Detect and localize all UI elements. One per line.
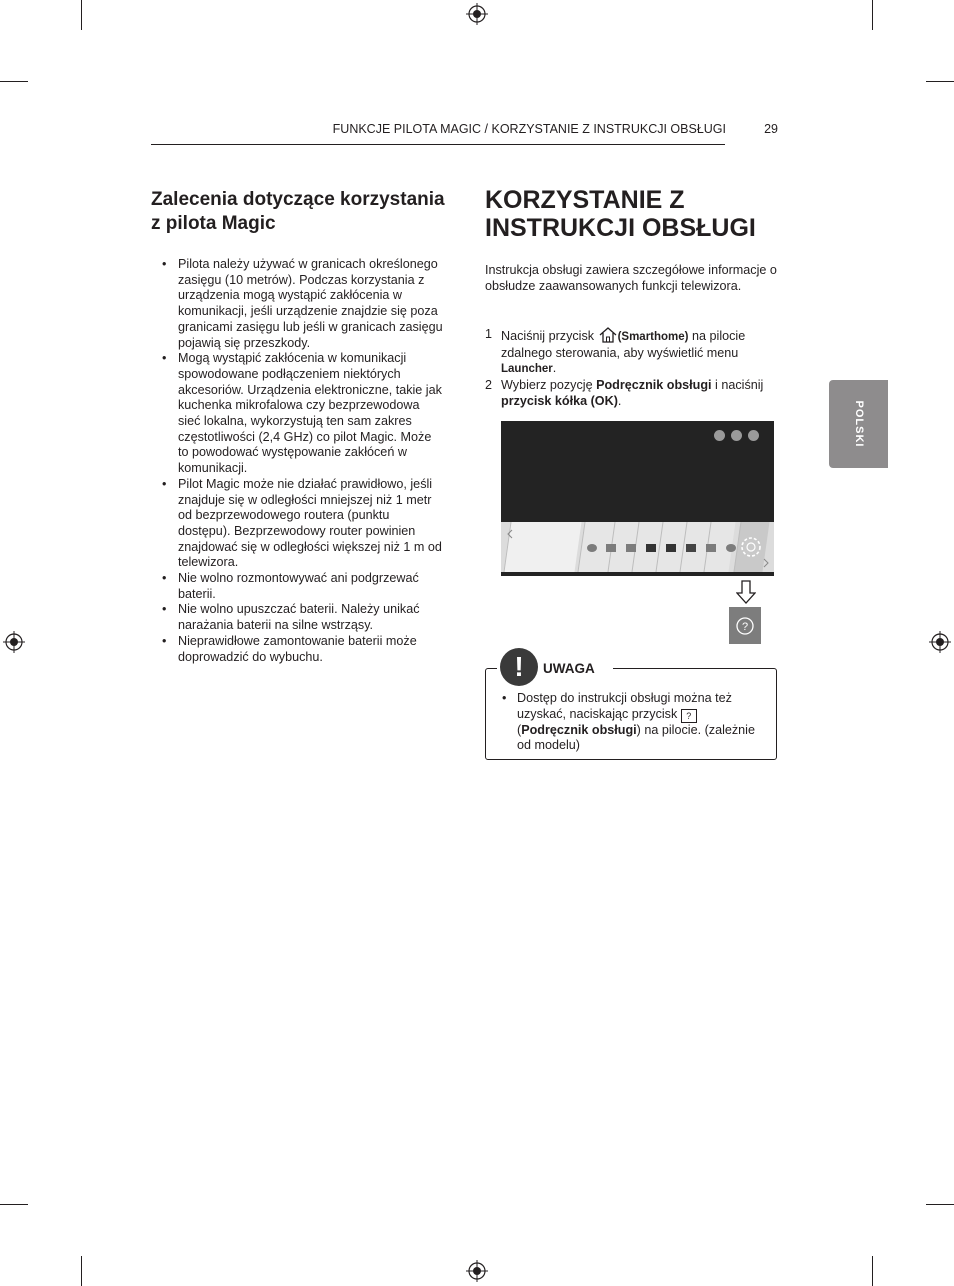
step-item bbox=[485, 327, 777, 378]
chevron-right-icon bbox=[763, 558, 769, 568]
ok-button-label: przycisk kółka (OK) bbox=[501, 393, 618, 408]
app-icon bbox=[726, 544, 736, 552]
registration-mark-icon bbox=[3, 631, 25, 653]
app-icon bbox=[587, 544, 597, 552]
header-rule bbox=[151, 144, 725, 145]
recommendations-list bbox=[160, 257, 445, 665]
language-tab-label: POLSKI bbox=[852, 400, 865, 448]
language-tab bbox=[829, 380, 888, 468]
app-icon bbox=[606, 544, 616, 552]
note-text: ( bbox=[517, 722, 522, 737]
page-number: 29 bbox=[764, 122, 778, 136]
launcher-label: Launcher bbox=[501, 363, 553, 376]
arrow-down-icon bbox=[736, 580, 756, 604]
step-text: na pilocie zdalnego sterowania, aby wyświetlić menu bbox=[501, 329, 746, 360]
list-item: • Pilota należy używać w granicach określonego zasięgu (10 metrów). Podczas korzystania z urządzenia mogą wystąpić zakłócenia w komunikacji, jeśli urządzenie znajdzie się poza granicami zasięgu lub jeśli w granicach zasięgu pojawią się przeszkody. bbox=[160, 257, 445, 351]
user-guide-button-illustration bbox=[729, 607, 761, 644]
registration-mark-icon bbox=[466, 1260, 488, 1282]
app-icon bbox=[646, 544, 656, 552]
app-icon bbox=[666, 544, 676, 552]
crop-mark bbox=[81, 1256, 82, 1286]
step-text: Wybierz pozycję bbox=[501, 378, 597, 393]
svg-text:?: ? bbox=[741, 621, 749, 633]
list-item: • Nieprawidłowe zamontowanie baterii może doprowadzić do wybuchu. bbox=[160, 634, 445, 665]
list-item: • Nie wolno upuszczać baterii. Należy unikać narażania baterii na silne wstrząsy. bbox=[160, 602, 445, 633]
crop-mark bbox=[926, 81, 954, 82]
list-item: • Mogą wystąpić zakłócenia w komunikacji spowodowane podłączeniem niektórych akcesoriów. Urządzenia elektroniczne, takie jak kuchenka mikrofalowa czy bezprzewodowa sieć lokalna, wykorzystują ten sam zakres częstotliwości (2,4 GHz) co pilot Magic. Może to powodować występowanie zakłóceń w komunikacji. bbox=[160, 351, 445, 477]
user-guide-label: Podręcznik obsługi bbox=[521, 722, 637, 737]
step-text: i naciśnij bbox=[711, 378, 764, 393]
crop-mark bbox=[0, 1204, 28, 1205]
app-icon bbox=[686, 544, 696, 552]
registration-mark-icon bbox=[466, 3, 488, 25]
status-dot bbox=[748, 430, 759, 441]
tv-launcher-illustration bbox=[501, 421, 774, 576]
step-item bbox=[485, 378, 777, 409]
note-text: ) na pilocie. (zależnie od modelu) bbox=[517, 722, 755, 753]
page-title: KORZYSTANIE Z INSTRUKCJI OBSŁUGI bbox=[485, 186, 756, 242]
intro-paragraph: Instrukcja obsługi zawiera szczegółowe informacje o obsłudze zaawansowanych funkcji telewizora. bbox=[485, 263, 777, 293]
step-number: 1 bbox=[485, 327, 493, 341]
crop-mark bbox=[872, 0, 873, 30]
smarthome-label: (Smarthome) bbox=[617, 331, 689, 343]
status-dot bbox=[731, 430, 742, 441]
app-icon bbox=[706, 544, 716, 552]
section-title: Zalecenia dotyczące korzystania z pilota Magic bbox=[151, 189, 445, 234]
step-text: . bbox=[617, 393, 622, 408]
note-title: UWAGA bbox=[543, 661, 595, 676]
list-item: • Nie wolno rozmontowywać ani podgrzewać baterii. bbox=[160, 571, 445, 602]
step-text: Naciśnij przycisk bbox=[501, 329, 598, 343]
app-icon bbox=[626, 544, 636, 552]
crop-mark bbox=[872, 1256, 873, 1286]
help-icon bbox=[740, 536, 762, 558]
launcher-card bbox=[503, 522, 581, 572]
crop-mark bbox=[81, 0, 82, 30]
note-list bbox=[502, 691, 757, 754]
home-icon bbox=[598, 327, 618, 343]
step-number: 2 bbox=[485, 378, 493, 393]
steps-list bbox=[485, 327, 777, 410]
list-item: • Pilot Magic może nie działać prawidłowo, jeśli znajduje się w odległości mniejszej niż 1 metr od bezprzewodowego routera (punktu dostępu). Bezprzewodowy router powinien znajdować się w odległości większej niż 1 m od telewizora. bbox=[160, 477, 445, 571]
chevron-left-icon bbox=[507, 529, 513, 539]
help-icon: ? bbox=[681, 709, 697, 723]
status-dot bbox=[714, 430, 725, 441]
running-header: FUNKCJE PILOTA MAGIC / KORZYSTANIE Z INSTRUKCJI OBSŁUGI bbox=[332, 122, 726, 136]
crop-mark bbox=[926, 1204, 954, 1205]
step-text: . bbox=[552, 361, 557, 376]
help-icon bbox=[735, 616, 755, 636]
crop-mark bbox=[0, 81, 28, 82]
warning-icon: ! bbox=[500, 648, 538, 686]
user-guide-label: Podręcznik obsługi bbox=[596, 378, 712, 393]
note-item bbox=[502, 691, 757, 754]
note-text: Dostęp do instrukcji obsługi można też uzyskać, naciskając przycisk bbox=[517, 691, 732, 721]
registration-mark-icon bbox=[929, 631, 951, 653]
